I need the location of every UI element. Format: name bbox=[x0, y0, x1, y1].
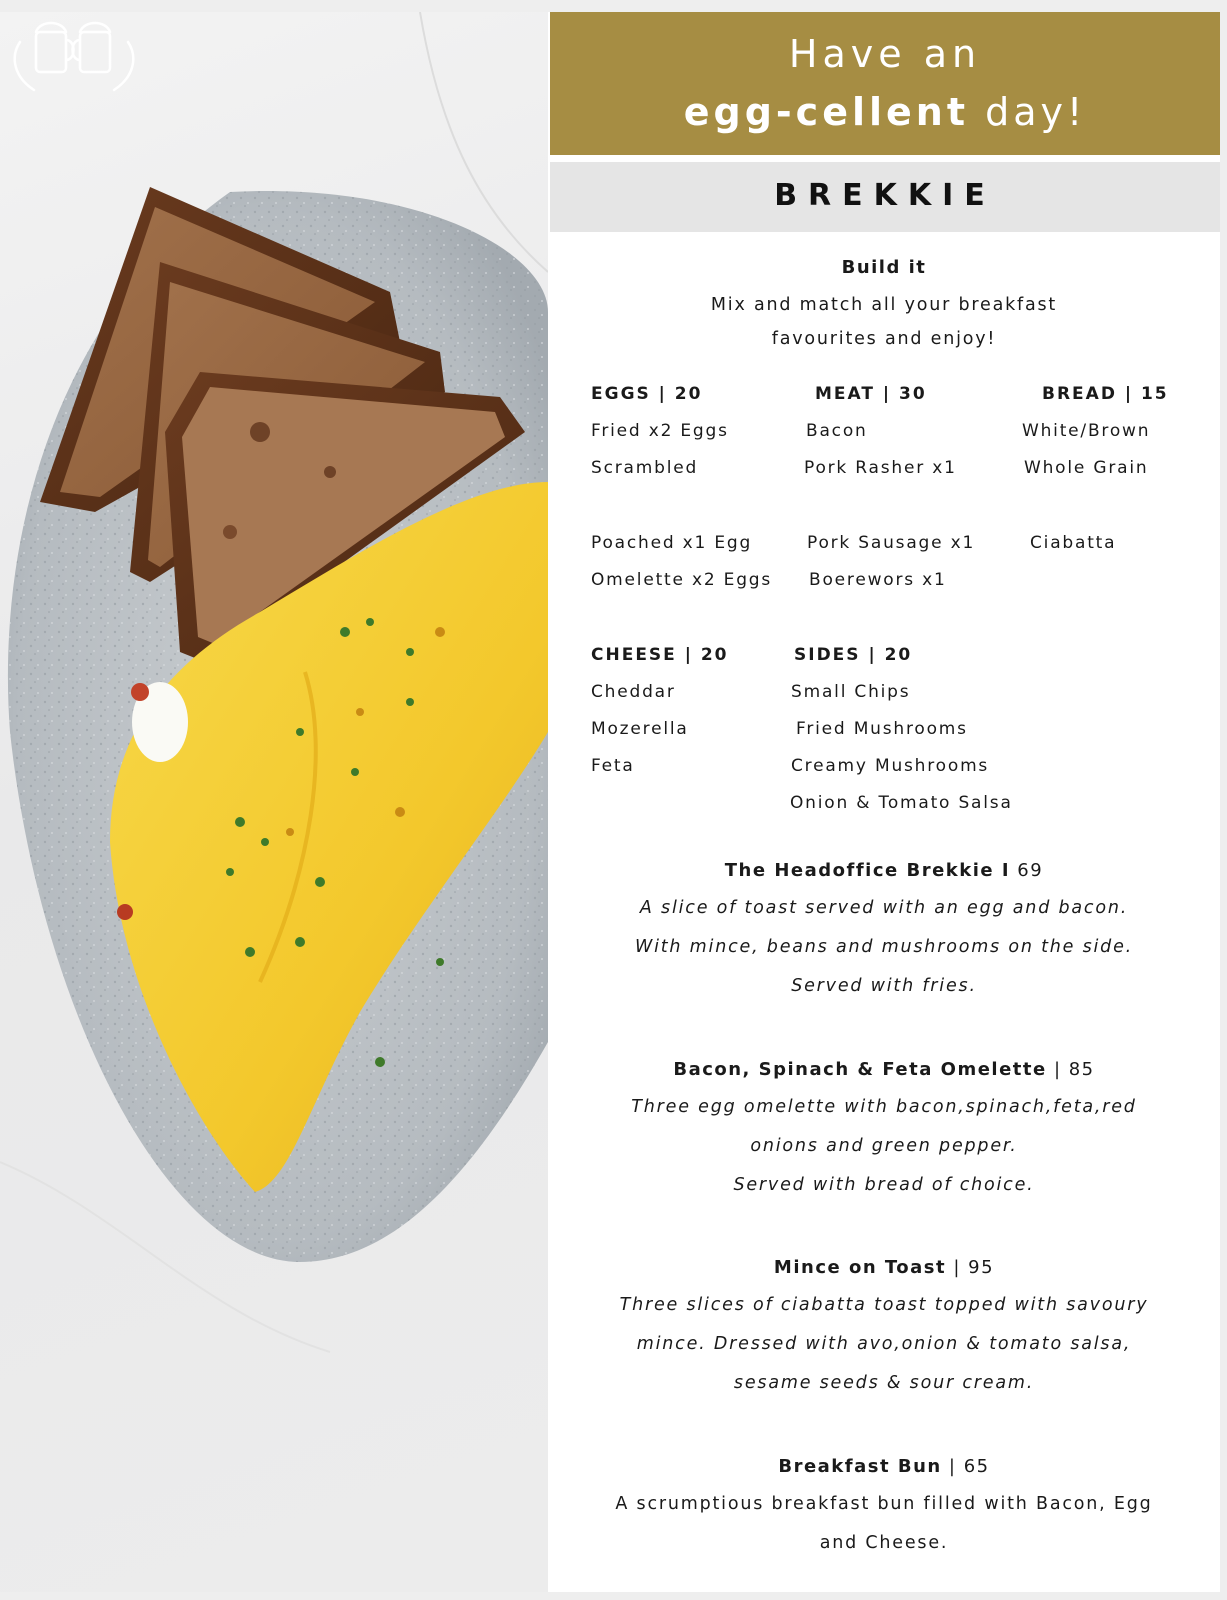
dish-desc-line: mince. Dressed with avo,onion & tomato salsa, bbox=[636, 1334, 1132, 1354]
sides-item: Onion & Tomato Salsa bbox=[790, 793, 1013, 813]
dish-desc-line: Three slices of ciabatta toast topped with savoury bbox=[619, 1295, 1149, 1315]
dish-title bbox=[548, 1059, 1220, 1080]
dish-desc-line: sesame seeds & sour cream. bbox=[733, 1373, 1035, 1393]
sides-item: Small Chips bbox=[791, 682, 911, 702]
banner-rest: day! bbox=[969, 90, 1087, 134]
dish-desc-line: With mince, beans and mushrooms on the side. bbox=[635, 937, 1133, 957]
dish-desc-line: Served with bread of choice. bbox=[733, 1175, 1035, 1195]
section-title: BREKKIE bbox=[774, 178, 996, 213]
dish-title bbox=[548, 1257, 1220, 1278]
dish-name: The Headoffice Brekkie I bbox=[724, 860, 1011, 881]
sides-item: Creamy Mushrooms bbox=[791, 756, 990, 776]
banner-emphasis: egg-cellent bbox=[683, 90, 970, 134]
dish-desc-line: onions and green pepper. bbox=[750, 1136, 1018, 1156]
section-band bbox=[550, 162, 1220, 232]
dish-price: | 95 bbox=[946, 1257, 995, 1278]
menu-panel bbox=[548, 12, 1220, 1592]
dish-price: 69 bbox=[1010, 860, 1044, 881]
dish-name: Breakfast Bun bbox=[778, 1456, 942, 1477]
cheese-item: Cheddar bbox=[591, 682, 676, 702]
food-photo bbox=[0, 12, 548, 1592]
meat-item: Boerewors x1 bbox=[809, 570, 947, 590]
build-it-title: Build it bbox=[841, 257, 927, 278]
eggs-item: Omelette x2 Eggs bbox=[591, 570, 773, 590]
beer-mugs-laurel-logo-icon bbox=[0, 12, 148, 96]
dish-desc-line: Three egg omelette with bacon,spinach,feta,red bbox=[631, 1097, 1137, 1117]
bread-item: Whole Grain bbox=[1024, 458, 1149, 478]
banner-line-1: Have an bbox=[788, 32, 982, 76]
dish-title bbox=[548, 860, 1220, 881]
build-intro-line-1: Mix and match all your breakfast bbox=[710, 295, 1058, 315]
meat-item: Pork Sausage x1 bbox=[807, 533, 976, 553]
bread-heading: BREAD | 15 bbox=[1042, 384, 1169, 404]
dish-desc-line: and Cheese. bbox=[819, 1533, 949, 1553]
cheese-item: Feta bbox=[591, 756, 635, 776]
dish-title bbox=[548, 1456, 1220, 1477]
cheese-heading: CHEESE | 20 bbox=[591, 645, 729, 665]
sides-heading: SIDES | 20 bbox=[794, 645, 913, 665]
cheese-item: Mozerella bbox=[591, 719, 689, 739]
dish-desc-line: A scrumptious breakfast bun filled with Bacon, Egg bbox=[615, 1494, 1153, 1514]
dish-desc-line: A slice of toast served with an egg and bacon. bbox=[639, 898, 1129, 918]
dish-price: | 85 bbox=[1046, 1059, 1095, 1080]
eggs-item: Fried x2 Eggs bbox=[591, 421, 729, 441]
sides-item: Fried Mushrooms bbox=[796, 719, 968, 739]
meat-heading: MEAT | 30 bbox=[815, 384, 927, 404]
dish-name: Mince on Toast bbox=[773, 1257, 947, 1278]
dish-price: | 65 bbox=[941, 1456, 990, 1477]
bread-item: White/Brown bbox=[1022, 421, 1151, 441]
meat-item: Pork Rasher x1 bbox=[804, 458, 957, 478]
meat-item: Bacon bbox=[806, 421, 868, 441]
dish-desc-line: Served with fries. bbox=[791, 976, 977, 996]
greeting-banner bbox=[550, 12, 1220, 155]
omelette-plate-illustration bbox=[0, 12, 548, 1592]
build-intro-line-2: favourites and enjoy! bbox=[771, 329, 997, 349]
eggs-heading: EGGS | 20 bbox=[591, 384, 703, 404]
bread-item: Ciabatta bbox=[1030, 533, 1117, 553]
dish-name: Bacon, Spinach & Feta Omelette bbox=[673, 1059, 1047, 1080]
eggs-item: Scrambled bbox=[591, 458, 699, 478]
eggs-item: Poached x1 Egg bbox=[591, 533, 753, 553]
banner-line-2 bbox=[550, 90, 1220, 134]
